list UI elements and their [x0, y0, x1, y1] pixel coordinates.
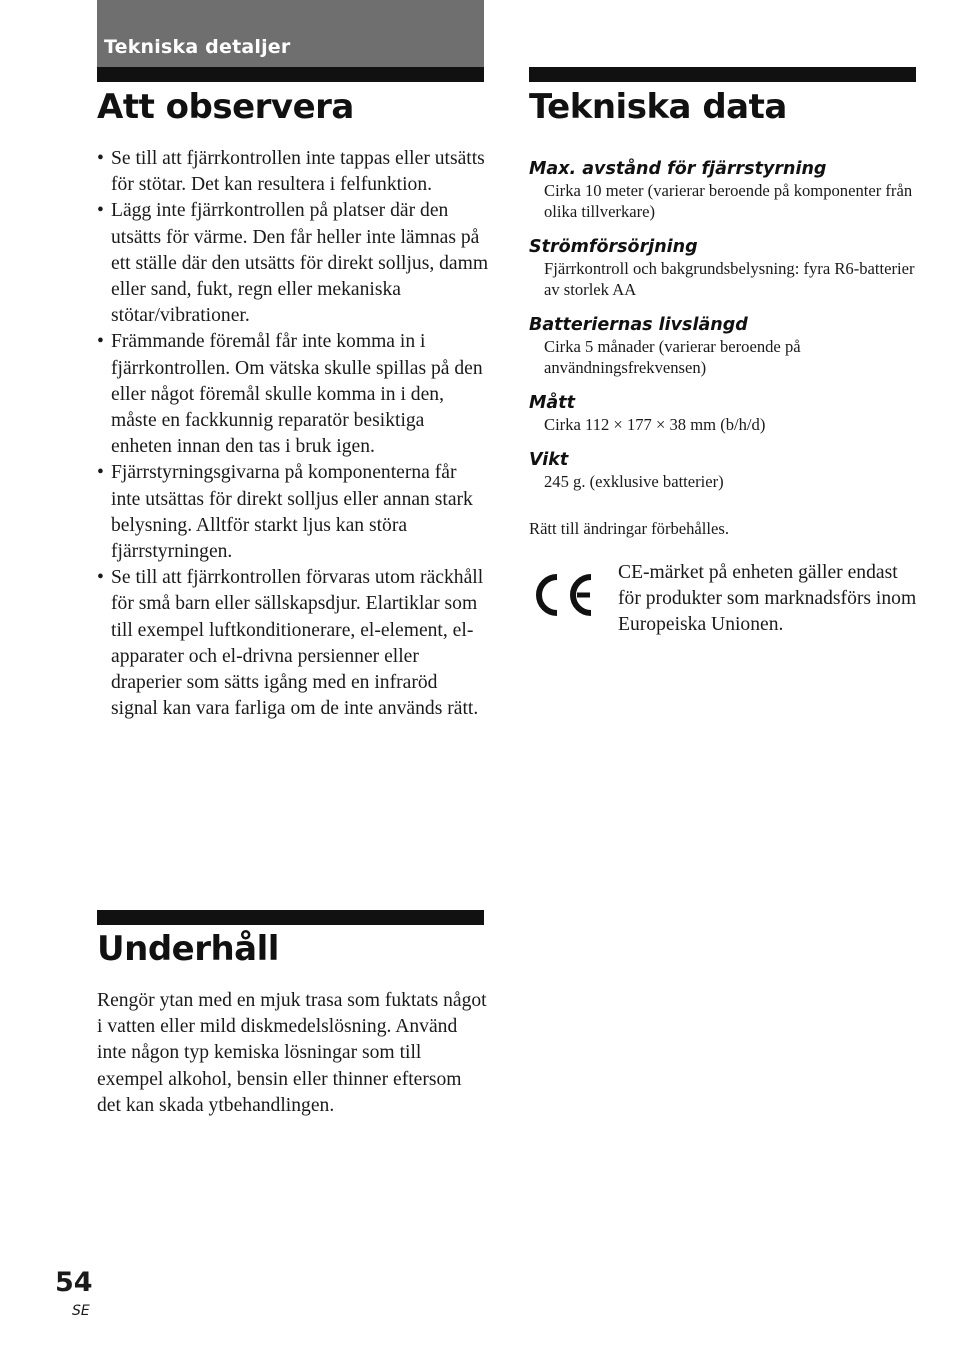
observe-heading: Att observera	[97, 87, 354, 127]
list-item	[97, 460, 489, 565]
bullet-icon: •	[97, 331, 104, 353]
list-item-text: Lägg inte fjärrkontrollen på platser där den utsätts för värme. Den får heller inte lämnas på ett ställe där den utsätts för direkt solljus, damm eller sand, fukt, regn eller mekaniska stötar/vibrationer.	[111, 200, 489, 327]
specs-note: Rätt till ändringar förbehålles.	[529, 519, 729, 538]
list-item-text: Fjärrstyrningsgivarna på komponenterna får inte utsättas för direkt solljus eller annan stark belysning. Alltför starkt ljus kan störa fjärrstyrningen.	[111, 462, 473, 563]
ce-text: CE-märket på enheten gäller endast för produkter som marknadsförs inom Europeiska Unionen.	[618, 562, 917, 636]
list-item	[97, 565, 489, 722]
heading-rule-specs	[529, 67, 916, 82]
ce-mark-icon	[533, 572, 595, 618]
section-title: Tekniska detaljer	[104, 36, 291, 58]
heading-rule-maintenance	[97, 910, 484, 925]
spec-value-weight: 245 g. (exklusive batterier)	[544, 472, 724, 491]
spec-label-battery-life: Batteriernas livslängd	[529, 315, 748, 335]
list-item	[97, 146, 489, 198]
list-item-text: Se till att fjärrkontrollen förvaras utom räckhåll för små barn eller sällskapsdjur. Elartiklar som till exempel luftkonditionerare, el-element, el-apparater och el-drivna persienner eller draperier som sätts igång med en infraröd signal kan vara farliga om de inte används rätt.	[111, 567, 484, 720]
spec-value-battery-life: Cirka 5 månader (varierar beroende på användningsfrekvensen)	[544, 337, 801, 377]
maintenance-text: Rengör ytan med en mjuk trasa som fuktats något i vatten eller mild diskmedelslösning. Använd inte någon typ kemiska lösningar som till exempel alkohol, bensin eller thinner eftersom det kan skada ytbehandlingen.	[97, 990, 487, 1116]
spec-label-dimensions: Mått	[529, 393, 575, 413]
heading-rule-observe	[97, 67, 484, 82]
spec-label-range: Max. avstånd för fjärrstyrning	[529, 159, 827, 179]
specs-heading: Tekniska data	[529, 87, 787, 127]
spec-label-weight: Vikt	[529, 450, 569, 470]
list-item-text: Främmande föremål får inte komma in i fjärrkontrollen. Om vätska skulle spillas på den eller något föremål skulle komma in i den, måste en fackkunnig reparatör besiktiga enheten innan den tas i bruk igen.	[111, 331, 483, 458]
page-language: SE	[72, 1303, 90, 1319]
page-number: 54	[55, 1267, 93, 1298]
list-item	[97, 198, 489, 329]
spec-label-power: Strömförsörjning	[529, 237, 698, 257]
bullet-icon: •	[97, 462, 104, 484]
bullet-icon: •	[97, 200, 104, 222]
spec-value-power: Fjärrkontroll och bakgrundsbelysning: fyra R6-batterier av storlek AA	[544, 259, 915, 299]
bullet-icon: •	[97, 148, 104, 169]
spec-value-range: Cirka 10 meter (varierar beroende på komponenter från olika tillverkare)	[544, 181, 913, 221]
bullet-icon: •	[97, 567, 104, 589]
maintenance-heading: Underhåll	[97, 929, 279, 969]
list-item	[97, 329, 489, 460]
observe-list	[97, 146, 489, 722]
specs-list	[529, 158, 919, 506]
list-item-text: Se till att fjärrkontrollen inte tappas eller utsätts för stötar. Det kan resultera i felfunktion.	[111, 148, 485, 196]
section-tab	[97, 0, 484, 67]
spec-value-dimensions: Cirka 112 × 177 × 38 mm (b/h/d)	[544, 415, 766, 434]
